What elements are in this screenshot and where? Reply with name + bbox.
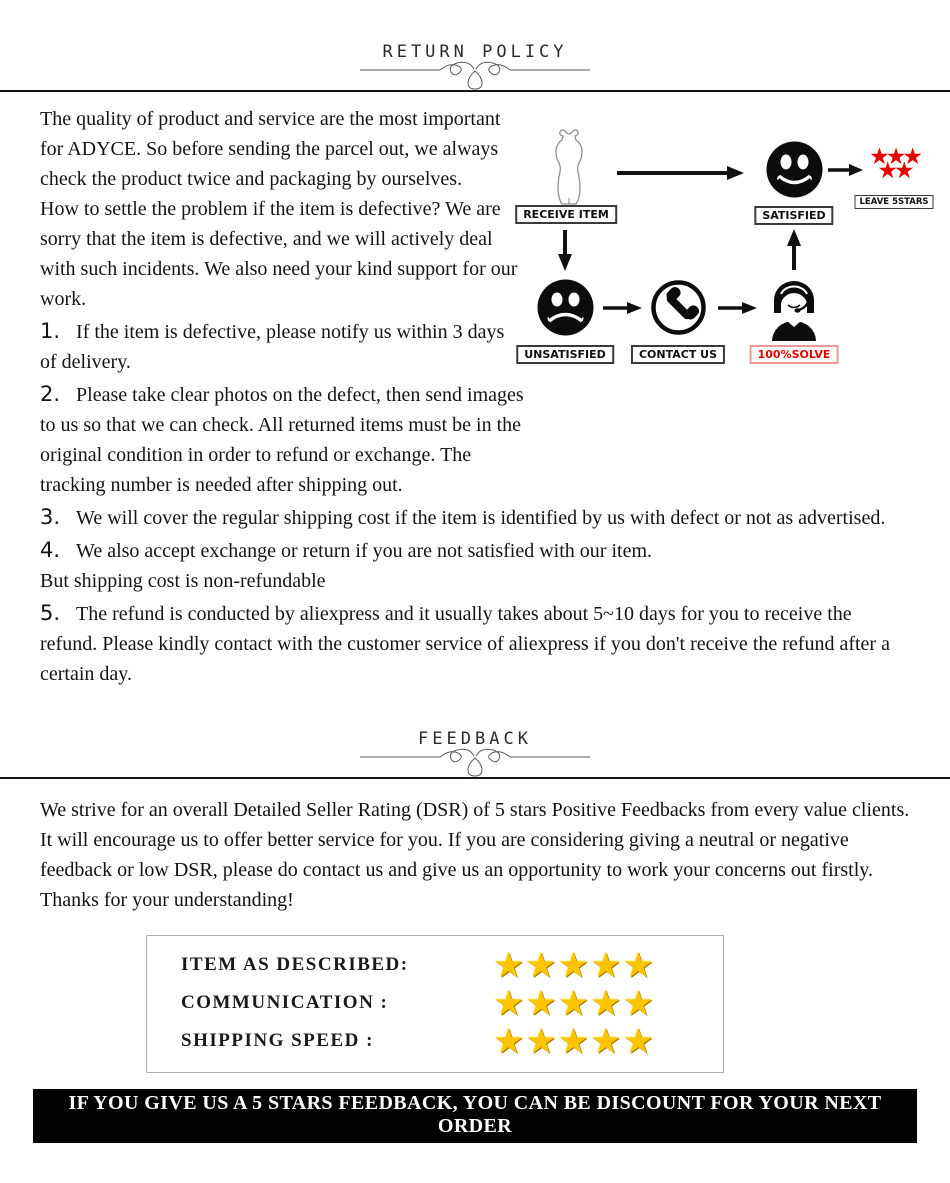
item-text: If the item is defective, please notify us within 3 days of delivery. <box>40 321 505 373</box>
policy-item-3 <box>40 502 910 533</box>
item-number: 2. <box>40 382 61 406</box>
feedback-section <box>0 779 950 1143</box>
leave-5stars-label: LEAVE 5STARS <box>855 195 934 209</box>
quality-paragraph: The quality of product and service are the most important for ADYCE. So before sending the parcel out, we always check the product twice and packaging by ourselves. <box>40 108 501 190</box>
return-policy-header <box>0 0 950 90</box>
feedback-header <box>0 689 950 777</box>
item-text-line2: But shipping cost is non-refundable <box>40 570 326 592</box>
rating-row-item-as-described <box>147 946 723 984</box>
sad-face-icon <box>537 279 594 336</box>
arrow-right-icon <box>615 165 745 181</box>
contact-us-label: CONTACT US <box>631 345 725 364</box>
receive-item-label: RECEIVE ITEM <box>515 205 617 224</box>
phone-icon <box>650 279 707 336</box>
rating-label: COMMUNICATION : <box>181 992 389 1013</box>
dress-icon <box>548 128 590 208</box>
item-text: Please take clear photos on the defect, then send images to us so that we can check. All returned items must be in the original condition in order to refund or exchange. The tracking number is needed after shipping out. <box>40 384 524 496</box>
discount-banner: IF YOU GIVE US A 5 STARS FEEDBACK, YOU CAN BE DISCOUNT FOR YOUR NEXT ORDER <box>33 1089 917 1143</box>
policy-item-4 <box>40 535 910 596</box>
item-number: 1. <box>40 319 61 343</box>
rating-row-communication <box>147 984 723 1022</box>
item-number: 3. <box>40 505 61 529</box>
arrow-right-icon <box>716 300 758 316</box>
customer-service-icon <box>765 275 823 341</box>
five-gold-stars-icon <box>493 1024 655 1059</box>
rating-row-shipping-speed <box>147 1022 723 1060</box>
happy-face-icon <box>766 141 823 198</box>
item-text: The refund is conducted by aliexpress and it usually takes about 5~10 days for you to receive the refund. Please kindly contact with the customer service of aliexpress if you don't receive the refund after a certain day. <box>40 603 890 685</box>
dsr-paragraph: We strive for an overall Detailed Seller Rating (DSR) of 5 stars Positive Feedbacks from every value clients. It will encourage us to offer better service for you. If you are considering giving a neutral or negative feedback or low DSR, please do contact us and give us an opportunity to work your concerns out firstly. Thanks for your understanding! <box>40 799 910 911</box>
rating-label: SHIPPING SPEED : <box>181 1030 374 1051</box>
item-text: We will cover the regular shipping cost if the item is identified by us with defect or not as advertised. <box>76 507 886 529</box>
policy-item-5 <box>40 598 910 689</box>
unsatisfied-label: UNSATISFIED <box>516 345 614 364</box>
five-gold-stars-icon <box>493 986 655 1021</box>
satisfied-label: SATISFIED <box>754 206 833 225</box>
item-text: We also accept exchange or return if you are not satisfied with our item. <box>76 540 653 562</box>
arrow-up-icon <box>786 228 802 272</box>
settle-problem-paragraph: How to settle the problem if the item is defective? We are sorry that the item is defective, and we will actively deal with such incidents. We also need your kind support for our work. <box>40 198 518 310</box>
arrow-down-icon <box>557 228 573 272</box>
solve-label: 100%SOLVE <box>750 345 839 364</box>
arrow-right-icon <box>601 300 643 316</box>
five-gold-stars-icon <box>493 948 655 983</box>
item-number: 4. <box>40 538 61 562</box>
flourish-icon <box>360 60 590 90</box>
return-policy-title: RETURN POLICY <box>382 42 568 62</box>
item-number: 5. <box>40 601 61 625</box>
rating-label: ITEM AS DESCRIBED: <box>181 954 409 975</box>
arrow-right-icon <box>826 162 864 178</box>
return-flowchart <box>495 118 945 370</box>
flourish-icon <box>360 747 590 777</box>
feedback-title: FEEDBACK <box>418 729 532 749</box>
five-stars-icon <box>861 148 927 181</box>
ratings-box <box>146 935 724 1073</box>
return-policy-section <box>0 92 950 689</box>
